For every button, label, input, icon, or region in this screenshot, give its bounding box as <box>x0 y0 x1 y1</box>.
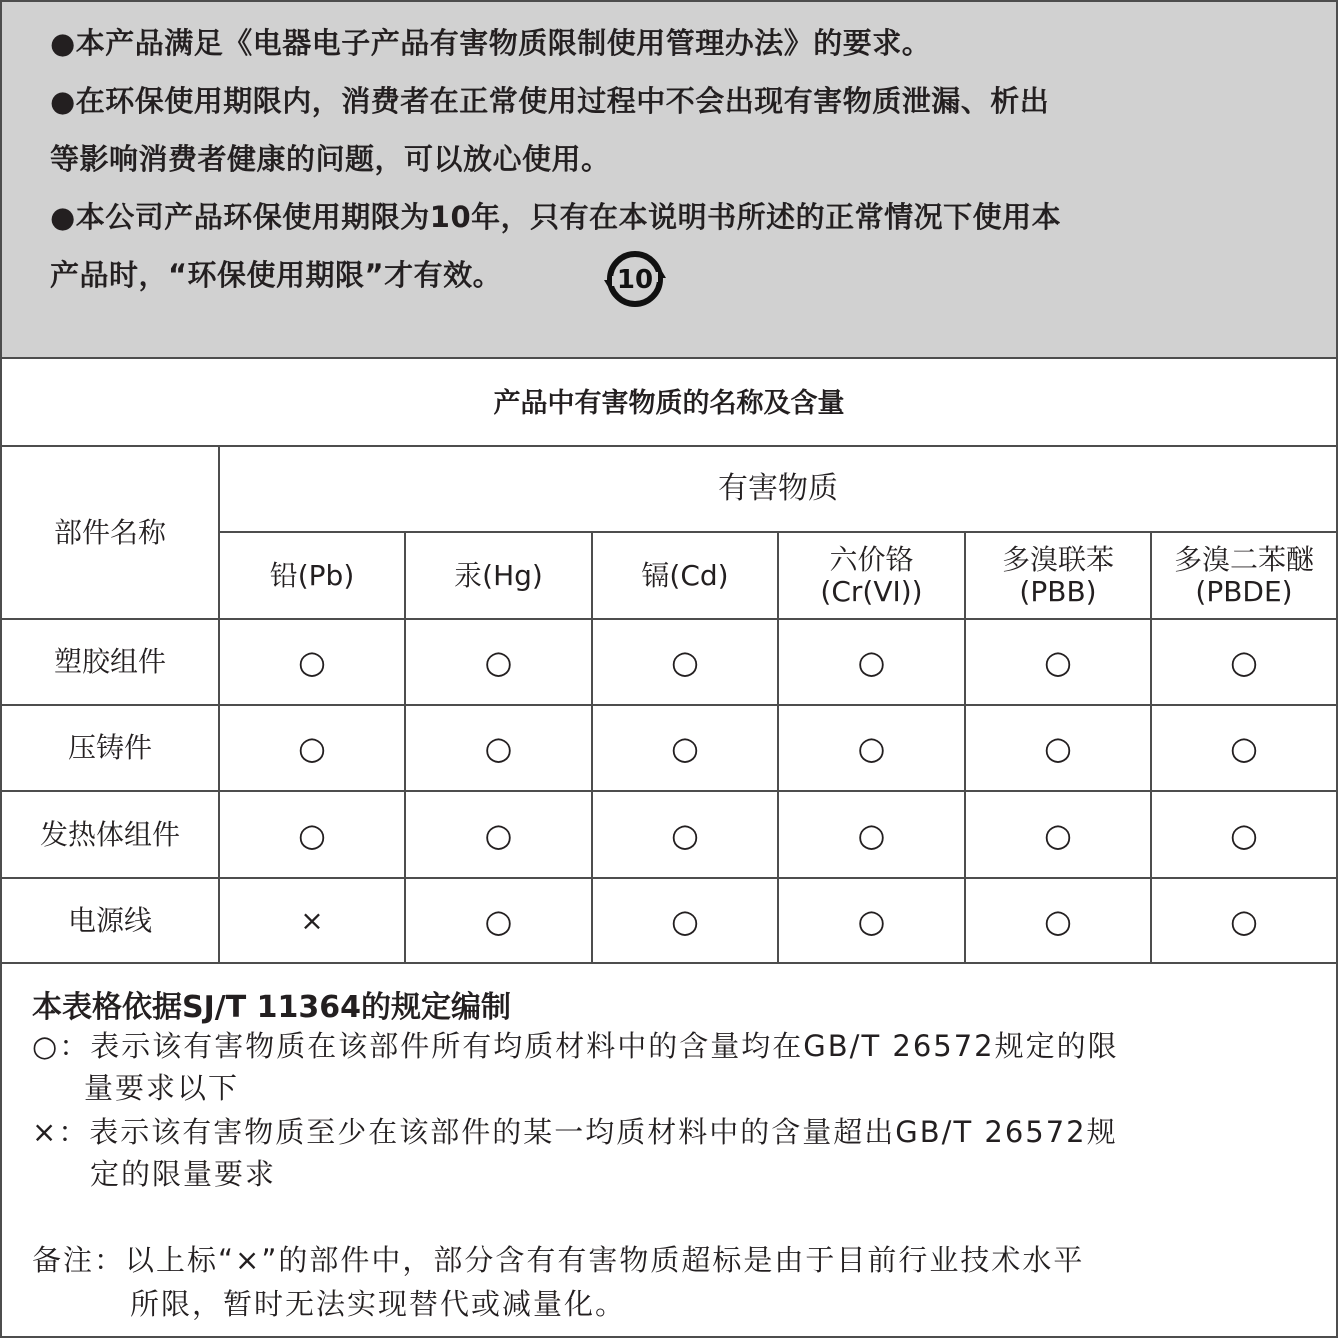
table-cell: ○ <box>671 901 699 940</box>
row-part-plastic: 塑胶组件 <box>53 645 166 678</box>
table-cell: ○ <box>1230 815 1258 854</box>
table-cell: ○ <box>298 729 326 767</box>
table-cell: ○ <box>671 815 699 854</box>
column-header-pb: 铅(Pb) <box>269 558 355 592</box>
notice-line-2: ●在环保使用期限内，消费者在正常使用过程中不会出现有害物质泄漏、析出 <box>50 84 1050 118</box>
table-cell: ○ <box>484 815 513 854</box>
table-cell: ○ <box>1044 643 1072 681</box>
table-cell: ○ <box>484 729 513 767</box>
efup-number: 10 <box>616 265 654 295</box>
cross-legend-line-2: 定的限量要求 <box>90 1157 277 1191</box>
row-part-die-casting: 压铸件 <box>67 731 152 764</box>
table-cell: ○ <box>857 901 886 940</box>
notice-line-1: ●本产品满足《电器电子产品有害物质限制使用管理办法》的要求。 <box>50 26 932 60</box>
remark-line-2: 所限，暂时无法实现替代或减量化。 <box>130 1287 627 1321</box>
table-cell: ○ <box>1230 643 1258 681</box>
table-cell: × <box>300 903 324 937</box>
table-cell: ○ <box>857 643 886 681</box>
column-header-pbde: 多溴二苯醚 (PBDE) <box>1173 542 1314 608</box>
table-cell: ○ <box>1230 729 1258 767</box>
table-title: 产品中有害物质的名称及含量 <box>2 361 1336 447</box>
table-cell: ○ <box>1044 901 1072 940</box>
table-cell: ○ <box>1044 815 1072 854</box>
column-header-cr6: 六价铬 (Cr(VI)) <box>820 542 923 608</box>
cross-legend-line-1: ×：表示该有害物质至少在该部件的某一均质材料中的含量超出GB/T 26572规 <box>32 1115 1118 1149</box>
table-cell: ○ <box>1230 901 1258 940</box>
table-cell: ○ <box>671 729 699 767</box>
part-name-header: 部件名称 <box>53 515 166 549</box>
circle-legend-line-2: 量要求以下 <box>84 1071 240 1105</box>
table-cell: ○ <box>298 815 326 854</box>
hazardous-substance-header: 有害物质 <box>718 471 838 506</box>
notice-line-3: 等影响消费者健康的问题，可以放心使用。 <box>50 142 611 176</box>
row-part-heating-element: 发热体组件 <box>39 817 180 851</box>
compliance-notice-panel <box>2 2 1336 359</box>
column-header-pbb: 多溴联苯 (PBB) <box>1001 542 1114 608</box>
column-header-hg: 汞(Hg) <box>454 558 543 592</box>
table-cell: ○ <box>298 643 326 681</box>
notice-line-4: ●本公司产品环保使用期限为10年，只有在本说明书所述的正常情况下使用本 <box>50 200 1062 234</box>
table-cell: ○ <box>1044 729 1072 767</box>
hazardous-substance-table <box>2 447 1336 964</box>
table-cell: ○ <box>857 815 886 854</box>
circle-legend-line-1: ○：表示该有害物质在该部件所有均质材料中的含量均在GB/T 26572规定的限 <box>32 1029 1119 1063</box>
remark-line-1: 备注：以上标“×”的部件中，部分含有有害物质超标是由于目前行业技术水平 <box>32 1243 1085 1277</box>
table-cell: ○ <box>484 643 513 681</box>
notice-line-5: 产品时，“环保使用期限”才有效。 <box>50 258 503 292</box>
table-cell: ○ <box>484 901 513 940</box>
efup-10-icon <box>602 250 668 308</box>
column-header-cd: 镉(Cd) <box>641 558 729 592</box>
table-cell: ○ <box>857 729 886 767</box>
notes-title: 本表格依据SJ/T 11364的规定编制 <box>32 990 512 1025</box>
table-cell: ○ <box>671 643 699 681</box>
row-part-power-cord: 电源线 <box>67 903 152 937</box>
